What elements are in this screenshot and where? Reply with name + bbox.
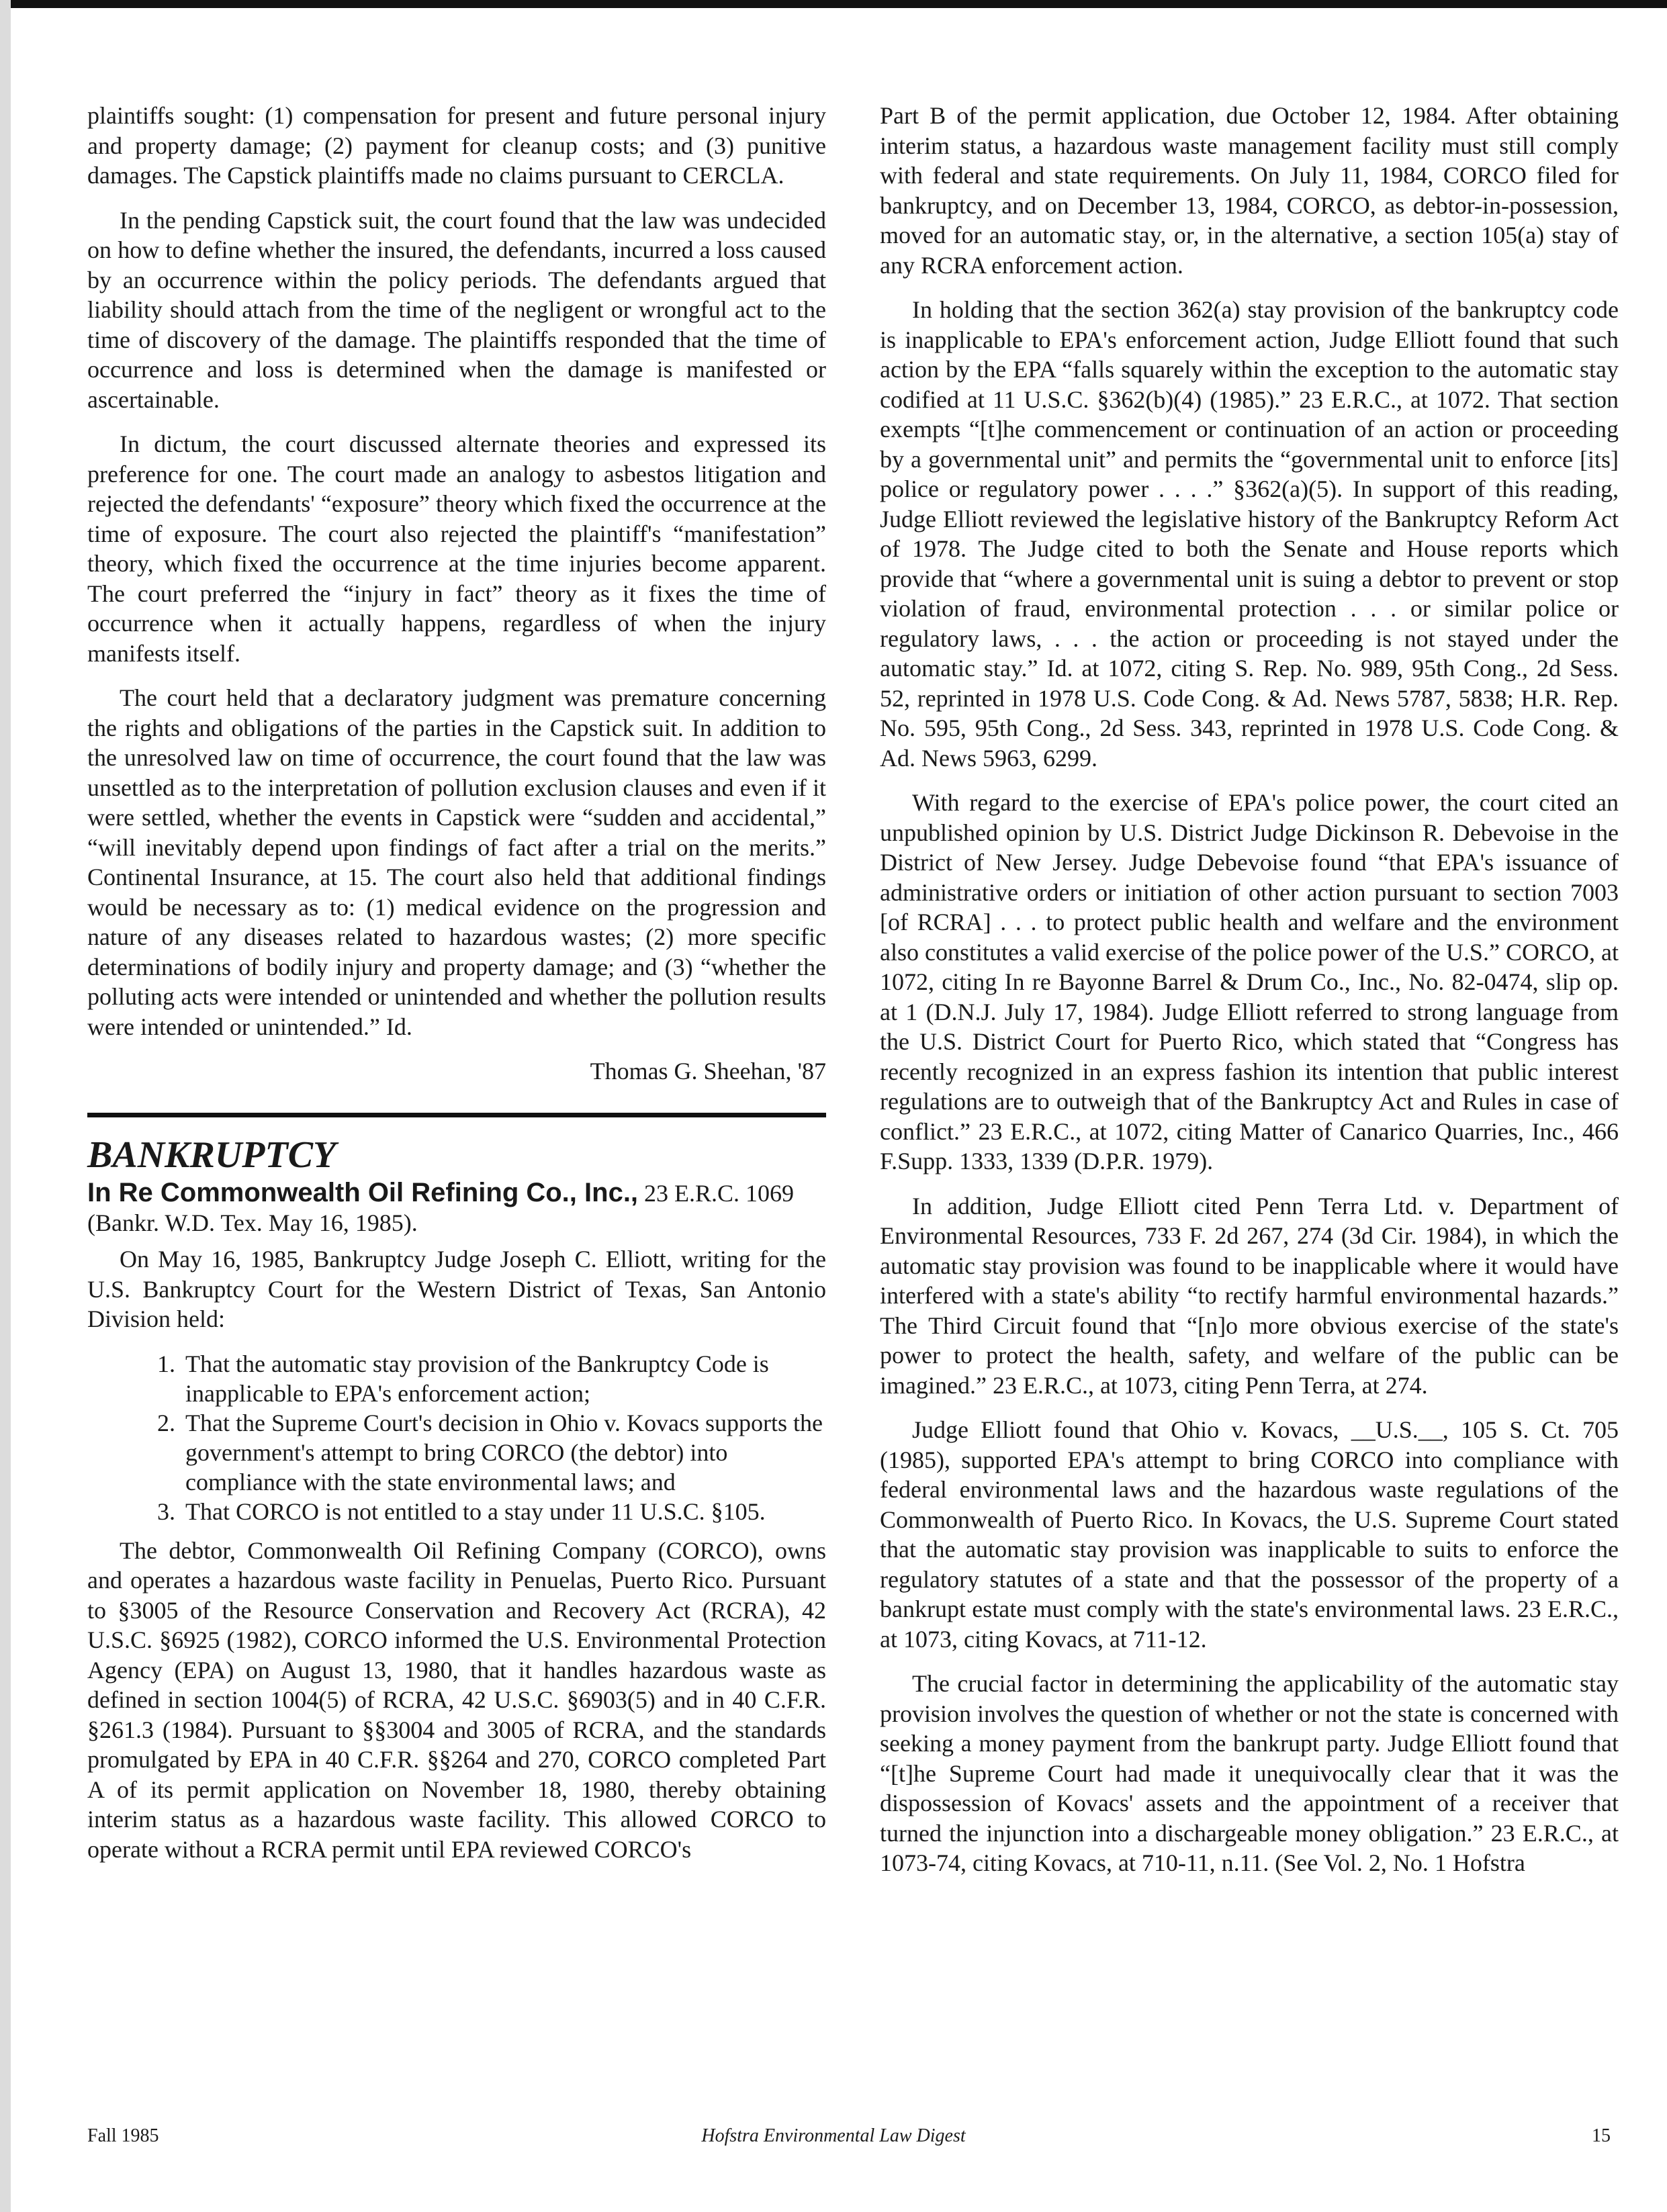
- paragraph: The debtor, Commonwealth Oil Refining Company (CORCO), owns and operates a hazardous waste facility in Penuelas, Puerto Rico. Pursuant to §3005 of the Resource Conservation and Recovery Act (RCRA), 42 U.S.C. §6925 (1982), CORCO informed the U.S. Environmental Protection Agency (EPA) on August 13, 1980, that it handles hazardous waste as defined in section 1004(5) of RCRA, 42 U.S.C. §6903(5) and in 40 C.F.R. §261.3 (1984). Pursuant to §§3004 and 3005 of RCRA, and the standards promulgated by EPA in 40 C.F.R. §§264 and 270, CORCO completed Part A of its permit application on November 18, 1980, thereby obtaining interim status as a hazardous waste facility. This allowed CORCO to operate without a RCRA permit until EPA reviewed CORCO's: [87, 1536, 826, 1863]
- paragraph: With regard to the exercise of EPA's police power, the court cited an unpublished opinion by U.S. District Judge Dickinson R. Debevoise in the District of New Jersey. Judge Debevoise found “that EPA's issuance of administrative orders or initiation of other action pursuant to section 7003 [of RCRA] . . . to protect public health and welfare and the environment also constitutes a valid exercise of the police power of the U.S.” CORCO, at 1072, citing In re Bayonne Barrel & Drum Co., Inc., No. 82-0474, slip op. at 1 (D.N.J. July 17, 1984). Judge Elliott referred to strong language from the U.S. District Court for Puerto Rico, which stated that “Congress has recently recognized in an express fashion its intention that public interest regulations are to outweigh that of the Bankruptcy Act and Rules in case of conflict.” 23 E.R.C., at 1072, citing Matter of Canarico Quarries, Inc., 466 F.Supp. 1333, 1339 (D.P.R. 1979).: [880, 789, 1619, 1174]
- paragraph: plaintiffs sought: (1) compensation for present and future personal injury and property damage; (2) payment for cleanup costs; and (3) punitive damages. The Capstick plaintiffs made no claims pursuant to CERCLA.: [87, 102, 826, 189]
- list-item: 3. That CORCO is not entitled to a stay under 11 U.S.C. §105.: [181, 1497, 826, 1526]
- paragraph: In addition, Judge Elliott cited Penn Terra Ltd. v. Department of Environmental Resources, 733 F. 2d 267, 274 (3d Cir. 1984), in which the automatic stay provision was found to be inapplicable where it would have interfered with a state's ability “to rectify harmful environmental hazards.” The Third Circuit found that “[n]o more obvious exercise of the state's power to protect the health, safety, and welfare of the public can be imagined.” 23 E.R.C., at 1073, citing Penn Terra, at 274.: [880, 1192, 1619, 1399]
- paragraph: In dictum, the court discussed alternate theories and expressed its preference for one. The court made an analogy to asbestos litigation and rejected the defendants' “exposure” theory which fixed the occurrence at the time of exposure. The court also rejected the plaintiff's “manifestation” theory, which fixed the occurrence at the time injuries become apparent. The court preferred the “injury in fact” theory as it fixes the time of occurrence when it actually happens, regardless of when the injury manifests itself.: [87, 430, 826, 667]
- list-item: 2. That the Supreme Court's decision in Ohio v. Kovacs supports the government's attempt to bring CORCO (the debtor) into compliance with the state environmental laws; and: [181, 1408, 826, 1497]
- paragraph: Part B of the permit application, due October 12, 1984. After obtaining interim status, a hazardous waste management facility must still comply with federal and state requirements. On July 11, 1984, CORCO filed for bankruptcy, and on December 13, 1984, CORCO, as debtor-in-possession, moved for an automatic stay, or, in the alternative, a section 105(a) stay of any RCRA enforcement action.: [880, 102, 1619, 279]
- paragraph: In the pending Capstick suit, the court found that the law was undecided on how to define whether the insured, the defendants, incurred a loss caused by an occurrence within the policy periods. The defendants argued that liability should attach from the time of the negligent or wrongful act to the time of discovery of the damage. The plaintiffs responded that the time of occurrence and loss is determined when the damage is manifested or ascertainable.: [87, 206, 826, 413]
- paragraph: On May 16, 1985, Bankruptcy Judge Joseph C. Elliott, writing for the U.S. Bankruptcy Court for the Western District of Texas, San Antonio Division held:: [87, 1246, 826, 1332]
- holdings-list: [87, 1349, 826, 1526]
- paragraph: In holding that the section 362(a) stay provision of the bankruptcy code is inapplicable to EPA's enforcement action, Judge Elliott found that such action by the EPA “falls squarely within the exception to the automatic stay codified at 11 U.S.C. §362(b)(4) (1985).” 23 E.R.C., at 1072. That section exempts “[t]he commencement or continuation of an action or proceeding by a governmental unit” and permits the “governmental unit to enforce [its] police or regulatory power . . . .” §362(a)(5). In support of this reading, Judge Elliott reviewed the legislative history of the Bankruptcy Reform Act of 1978. The Judge cited to both the Senate and House reports which provide that “where a governmental unit is suing a debtor to prevent or stop violation of fraud, environmental protection . . . or similar police or regulatory laws, . . . the action or proceeding is not stayed under the automatic stay.” Id. at 1072, citing S. Rep. No. 989, 95th Cong., 2d Sess. 52, reprinted in 1978 U.S. Code Cong. & Ad. News 5787, 5838; H.R. Rep. No. 595, 95th Cong., 2d Sess. 343, reprinted in 1978 U.S. Code Cong. & Ad. News 5963, 6299.: [880, 296, 1619, 772]
- paragraph: Judge Elliott found that Ohio v. Kovacs, __U.S.__, 105 S. Ct. 705 (1985), supported EPA's attempt to bring CORCO into compliance with federal environmental laws and the hazardous waste regulations of the Commonwealth of Puerto Rico. In Kovacs, the U.S. Supreme Court stated that the automatic stay provision was inapplicable to suits to enforce the regulatory statutes of a state and that the possessor of the property of a bankrupt estate must comply with the state's environmental laws. 23 E.R.C., at 1073, citing Kovacs, at 711-12.: [880, 1416, 1619, 1653]
- section-divider: [87, 1113, 826, 1117]
- author-signature: Thomas G. Sheehan, '87: [590, 1058, 826, 1085]
- scan-left-shadow: [0, 0, 11, 2212]
- paragraph: The court held that a declaratory judgment was premature concerning the rights and obligations of the parties in the Capstick suit. In addition to the unresolved law on time of occurrence, the court found that the law was unsettled as to the interpretation of pollution exclusion clauses and even if it were settled, whether the events in Capstick were “sudden and accidental,” “will inevitably depend upon findings of fact after a trial on the merits.” Continental Insurance, at 15. The court also held that additional findings would be necessary as to: (1) medical evidence on the progression and nature of any diseases related to hazardous wastes; (2) more specific determinations of bodily injury and property damage; and (3) “whether the polluting acts were intended or unintended and whether the pollution results were intended or unintended.” Id.: [87, 684, 826, 1040]
- case-title: In Re Commonwealth Oil Refining Co., Inc.,: [87, 1178, 639, 1207]
- case-cite: 23 E.R.C. 1069 (Bankr. W.D. Tex. May 16, 1985).: [87, 1180, 795, 1236]
- page-number: 15: [1592, 2125, 1611, 2146]
- case-citation: [87, 1178, 826, 1238]
- top-edge-line: [0, 0, 1667, 8]
- right-column: [880, 101, 1619, 1893]
- footer-issue: Fall 1985: [87, 2125, 159, 2146]
- list-item: 1. That the automatic stay provision of the Bankruptcy Code is inapplicable to EPA's enforcement action;: [181, 1349, 826, 1408]
- footer-journal-title: Hofstra Environmental Law Digest: [701, 2125, 966, 2146]
- left-column: [87, 101, 826, 1879]
- section-heading: BANKRUPTCY: [87, 1134, 336, 1176]
- paragraph: The crucial factor in determining the applicability of the automatic stay provision involves the question of whether or not the state is concerned with seeking a money payment from the bankrupt party. Judge Elliott found that “[t]he Supreme Court had made it unequivocally clear that it was the dispossession of Kovacs' assets and the appointment of a receiver that turned the injunction into a dischargeable money obligation.” 23 E.R.C., at 1073-74, citing Kovacs, at 710-11, n.11. (See Vol. 2, No. 1 Hofstra: [880, 1670, 1619, 1876]
